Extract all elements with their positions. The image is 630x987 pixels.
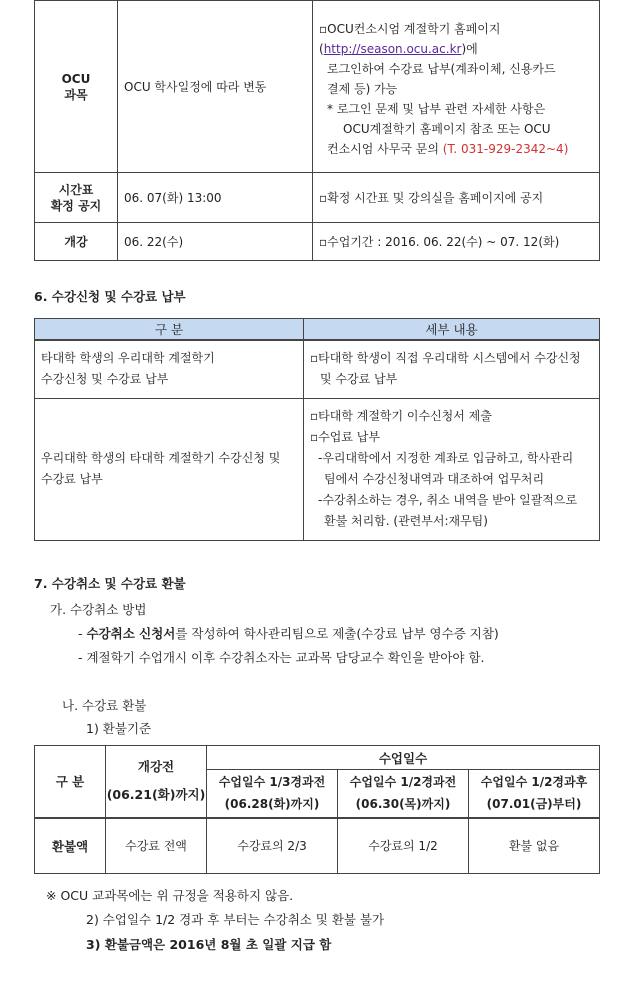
cell-line: ▫타대학 계절학기 이수신청서 제출 — [310, 409, 492, 423]
detail-text: 컨소시엄 사무국 문의 — [327, 142, 443, 156]
header-line: 수업일수 1/2경과전 — [349, 775, 457, 790]
category-cell — [35, 398, 304, 540]
bullet: - — [78, 626, 87, 641]
note: 3) 환불금액은 2016년 8월 초 일괄 지급 함 — [86, 937, 332, 952]
header-line: (07.01(금)부터) — [486, 797, 582, 812]
detail-cell — [304, 398, 600, 540]
subsection-item: 1) 환불기준 — [86, 721, 152, 736]
row-label-line1: OCU — [61, 71, 91, 86]
detail-line: * 로그인 문제 및 납부 관련 자세한 사항은 — [327, 102, 546, 116]
emphasis-text: 수강취소 신청서 — [86, 626, 176, 641]
column-header: 구 분 — [35, 746, 106, 818]
registration-table — [34, 318, 600, 541]
column-header — [207, 770, 338, 818]
header-line: (06.21(화)까지) — [106, 787, 206, 803]
header-line: 수업일수 1/2경과후 — [480, 775, 588, 790]
row-label-line2: 확정 공지 — [50, 198, 102, 213]
refund-value: 수강료의 1/2 — [338, 818, 469, 874]
section-title: 7. 수강취소 및 수강료 환불 — [34, 576, 186, 591]
list-item: - 계절학기 수업개시 이후 수강취소자는 교과목 담당교수 확인을 받아야 함. — [78, 650, 485, 665]
row-label-line2: 과목 — [64, 87, 88, 102]
column-header — [106, 746, 207, 818]
table-row — [35, 818, 600, 874]
note: ※ OCU 교과목에는 위 규정을 적용하지 않음. — [46, 888, 294, 903]
cell-line: 환불 처리함. (관련부서:재무팀) — [324, 514, 488, 528]
header-line: (06.30(목)까지) — [355, 797, 451, 812]
cell-line: 및 수강료 납부 — [320, 372, 398, 387]
refund-value: 수강료 전액 — [106, 818, 207, 874]
schedule-cell: 06. 07(화) 13:00 — [118, 173, 313, 223]
cell-line: ▫수업료 납부 — [310, 430, 380, 444]
detail-cell: ▫수업기간 : 2016. 06. 22(수) ~ 07. 12(화) — [313, 223, 600, 261]
section-title: 6. 수강신청 및 수강료 납부 — [34, 289, 186, 304]
refund-value: 환불 없음 — [469, 818, 600, 874]
schedule-table — [34, 0, 600, 261]
subsection-title: 가. 수강취소 방법 — [50, 602, 147, 617]
table-row — [35, 1, 600, 173]
detail-cell — [304, 340, 600, 398]
header-line: (06.28(화)까지) — [224, 797, 320, 812]
detail-line: OCU계절학기 홈페이지 참조 또는 OCU — [343, 122, 551, 136]
cell-line: 타대학 학생의 우리대학 계절학기 — [41, 351, 215, 366]
table-row — [35, 340, 600, 398]
detail-cell: ▫확정 시간표 및 강의실을 홈페이지에 공지 — [313, 173, 600, 223]
item-text: 를 작성하여 학사관리팀으로 제출(수강료 납부 영수증 지참) — [175, 626, 499, 641]
list-item — [78, 624, 499, 642]
cell-line: 수강신청 및 수강료 납부 — [41, 372, 169, 387]
detail-line: 결제 등) 가능 — [327, 82, 398, 96]
table-header-row — [35, 319, 600, 341]
column-header — [338, 770, 469, 818]
subsection-title: 나. 수강료 환불 — [62, 698, 147, 713]
cell-line: -수강취소하는 경우, 취소 내역을 받아 일괄적으로 — [318, 493, 578, 507]
detail-line: 로그인하여 수강료 납부(계좌이체, 신용카드 — [327, 62, 556, 76]
detail-line — [319, 139, 593, 159]
note: 2) 수업일수 1/2 경과 후 부터는 수강취소 및 환불 불가 — [86, 912, 385, 927]
column-header: 수업일수 — [207, 746, 600, 770]
column-header: 세부 내용 — [304, 319, 600, 341]
cell-line: -우리대학에서 지정한 계좌로 입금하고, 학사관리 — [318, 451, 574, 465]
cell-line: ▫타대학 학생이 직접 우리대학 시스템에서 수강신청 — [310, 351, 581, 366]
table-row — [35, 223, 600, 261]
column-header: 구 분 — [35, 319, 304, 341]
row-label — [35, 1, 118, 173]
homepage-link[interactable]: http://season.ocu.ac.kr — [323, 42, 462, 56]
cell-line: 우리대학 학생의 타대학 계절학기 수강신청 및 — [41, 451, 281, 465]
refund-value: 수강료의 2/3 — [207, 818, 338, 874]
schedule-cell: OCU 학사일정에 따라 변동 — [118, 1, 313, 173]
column-header — [469, 770, 600, 818]
row-label: 개강 — [35, 223, 118, 261]
phone-number: (T. 031-929-2342~4) — [442, 142, 569, 156]
cell-line: 수강료 납부 — [41, 472, 103, 486]
schedule-cell: 06. 22(수) — [118, 223, 313, 261]
detail-text: )에 — [461, 42, 478, 56]
detail-cell — [313, 1, 600, 173]
table-header-row — [35, 746, 600, 770]
header-line: 수업일수 1/3경과전 — [218, 775, 326, 790]
category-cell — [35, 340, 304, 398]
cell-line: 팀에서 수강신청내역과 대조하여 업무처리 — [324, 472, 545, 486]
row-label-line1: 시간표 — [58, 182, 94, 197]
row-label — [35, 173, 118, 223]
table-row — [35, 398, 600, 540]
table-row — [35, 173, 600, 223]
detail-line — [319, 19, 593, 59]
header-line: 개강전 — [137, 759, 175, 775]
row-label: 환불액 — [35, 818, 106, 874]
detail-text: ▫OCU컨소시엄 계절학기 홈페이지( — [319, 22, 501, 56]
refund-table — [34, 745, 600, 874]
